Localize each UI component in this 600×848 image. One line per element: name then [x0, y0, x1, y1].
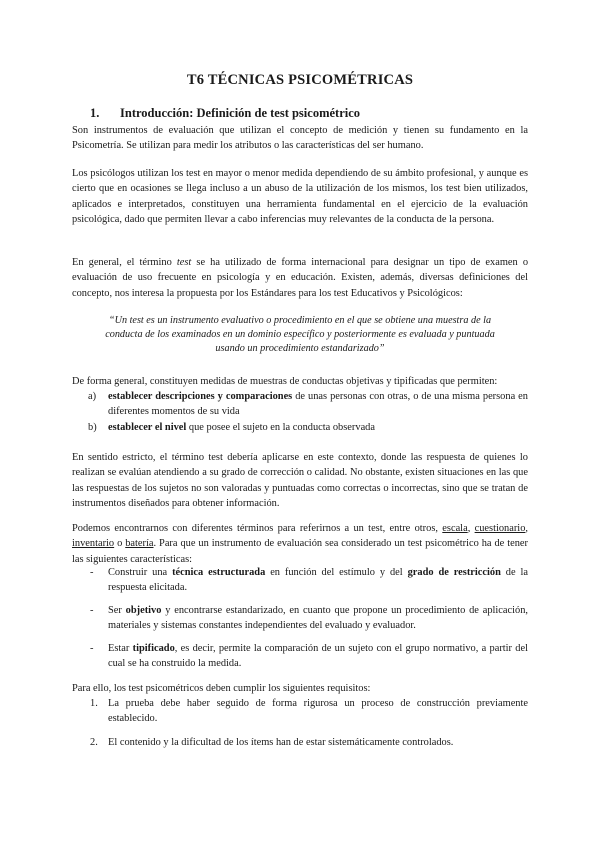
term-escala: escala: [442, 523, 468, 534]
list-item-text: que posee el sujeto en la conducta observada: [186, 422, 375, 433]
p6-sep: ,: [525, 523, 528, 534]
document-title: T6 TÉCNICAS PSICOMÉTRICAS: [186, 72, 414, 88]
list-item-bold: grado de restricción: [407, 567, 501, 578]
section-title: Introducción: Definición de test psicométrico: [120, 106, 361, 120]
list-marker: a): [88, 391, 97, 402]
list-item-text: , es decir, permite la comparación de un sujeto con el grupo normativo, a partir del cual se ha construido la medida.: [108, 643, 528, 670]
list-item-bold: objetivo: [125, 605, 162, 616]
list-item-text: y encontrarse estandarizado, en cuanto que propone un procedimiento de aplicación, materiales y sistemas constantes independientes del evaluado y evaluador.: [108, 605, 529, 632]
list-item-text: de unas personas con otras, o de una misma persona en diferentes momentos de su vida: [108, 391, 528, 418]
list-item: [108, 603, 528, 634]
p3-term-test: test: [176, 257, 192, 268]
list-item-bold: tipificado: [132, 643, 175, 654]
p6-sep: o: [114, 538, 126, 550]
term-inventario: inventario: [72, 538, 115, 550]
list-marker: 2.: [90, 737, 98, 748]
p6-sep: ,: [467, 523, 475, 534]
list-item-bold: técnica estructurada: [172, 567, 266, 578]
list-item-text: Ser: [108, 605, 126, 616]
list-item: [108, 389, 528, 420]
paragraph-2: Los psicólogos utilizan los test en mayor o menor medida dependiendo de su ámbito profesional, y aunque es cierto que en ocasiones se llega incluso a un abuso de la utilización de los mismos, los test bien utilizados, aplicados e interpretados, constituyen una herramienta fundamental en el ejercicio de la evaluación psicológica, dado que permiten llevar a cabo inferencias muy relevantes de la conducta de la persona.: [72, 168, 528, 226]
term-bateria: batería: [125, 538, 154, 550]
term-cuestionario: cuestionario: [474, 523, 526, 534]
list-item-bold: establecer descripciones y comparaciones: [108, 391, 293, 402]
paragraph-6: [72, 521, 528, 567]
list-item: La prueba debe haber seguido de forma rigurosa un proceso de construcción previamente establecido.: [108, 698, 528, 725]
list-marker: -: [90, 643, 94, 654]
p3-text-a: En general, el término: [72, 257, 177, 268]
paragraph-4: De forma general, constituyen medidas de muestras de conductas objetivas y tipificadas que permiten:: [72, 376, 498, 387]
section-number: 1.: [90, 106, 100, 120]
list-marker: b): [88, 422, 97, 433]
list-marker: -: [90, 605, 94, 616]
list-marker: -: [90, 567, 94, 578]
paragraph-3: [72, 255, 528, 301]
list-item-text: en función del estímulo y del: [265, 567, 408, 578]
list-item: El contenido y la dificultad de los ítems han de estar sistemáticamente controlados.: [108, 737, 454, 748]
list-item: [108, 641, 528, 672]
definition-quote: “Un test es un instrumento evaluativo o procedimiento en el que se obtiene una muestra de la conducta de los examinados en un dominio específico y posteriormente es evaluada y puntuada usando un procedimiento estandarizado”: [105, 315, 495, 354]
p6-text-a: Podemos encontrarnos con diferentes términos para referirnos a un test, entre otros,: [72, 523, 443, 534]
p6-text-b: . Para que un instrumento de evaluación sea considerado un test psicométrico ha de tener las siguientes características:: [72, 538, 529, 565]
list-marker: 1.: [90, 698, 98, 709]
list-item-text: Construir una: [108, 567, 173, 578]
paragraph-5: En sentido estricto, el término test debería aplicarse en este contexto, donde las respuesta de quienes lo realizan se evalúan atendiendo a su grado de corrección o calidad. No obstante, existen situaciones en las que las respuestas de los sujetos no son valoradas y puntuadas como correctas o incorrectas, sino que se tratan de instrumentos diseñados para obtener información.: [72, 452, 528, 510]
list-item-text: Estar: [108, 643, 133, 654]
paragraph-1: Son instrumentos de evaluación que utilizan el concepto de medición y tienen su fundamento en la Psicometría. Se utilizan para medir los atributos o las características del ser humano.: [72, 125, 528, 152]
list-item: [108, 420, 528, 435]
section-heading: [90, 106, 360, 121]
list-item-text: de la respuesta elicitada.: [108, 567, 528, 594]
list-item-bold: establecer el nivel: [108, 422, 187, 433]
p3-text-c: se ha utilizado de forma internacional para designar un tipo de examen o evaluación de uso frecuente en psicología y en educación. Existen, además, diversas definiciones del concepto, nos interesa la propuesta por los Estándares para los test Educativos y Psicológicos:: [72, 257, 529, 299]
list-item: [108, 565, 528, 596]
paragraph-7: Para ello, los test psicométricos deben cumplir los siguientes requisitos:: [72, 683, 371, 694]
